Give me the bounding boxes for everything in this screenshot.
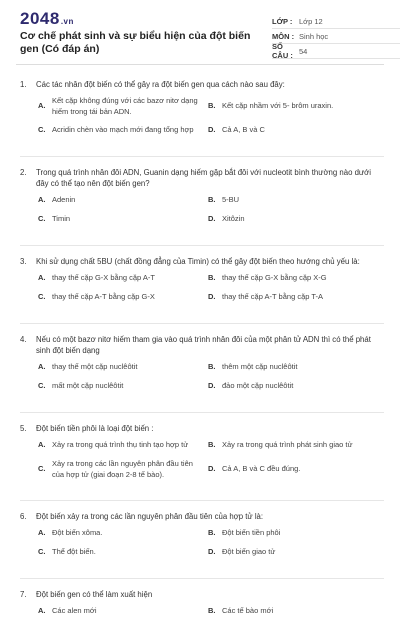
- option-text: Các alen mới: [52, 606, 97, 615]
- option-text: Đột biến tiền phôi: [222, 528, 281, 537]
- question-5: [20, 423, 384, 488]
- document-header: [16, 0, 384, 65]
- option-letter: A.: [38, 606, 46, 615]
- options: [38, 96, 384, 144]
- divider: [20, 323, 384, 324]
- option-letter: C.: [38, 214, 46, 223]
- question-text: Nếu có một bazơ nitơ hiếm tham gia vào quá trình nhân đôi của một phân tử ADN thì có thể phát sinh đột biến dạng: [36, 335, 371, 355]
- option-d[interactable]: [208, 547, 378, 558]
- option-letter: D.: [208, 464, 216, 474]
- meta-value: Lớp 12: [299, 16, 323, 26]
- option-text: Kết cặp không đúng với các bazơ nitơ dạng hiếm trong tái bản ADN.: [52, 96, 198, 116]
- option-letter: A.: [38, 195, 46, 204]
- option-a[interactable]: [38, 362, 208, 373]
- option-letter: B.: [208, 101, 216, 111]
- question-number: 7.: [20, 590, 27, 599]
- option-d[interactable]: [208, 125, 378, 136]
- option-text: thay thế cặp G-X bằng cặp A-T: [52, 273, 155, 282]
- option-letter: D.: [208, 125, 216, 134]
- question-6: [20, 511, 384, 566]
- question-list: [16, 65, 384, 625]
- option-text: Xảy ra trong quá trình thụ tinh tạo hợp tử: [52, 440, 189, 449]
- meta-value: Sinh học: [299, 31, 329, 41]
- option-text: Đột biến xôma.: [52, 528, 103, 537]
- options: [38, 362, 384, 400]
- question-7: [20, 589, 384, 625]
- options: [38, 528, 384, 566]
- option-c[interactable]: [38, 292, 208, 303]
- meta-value: 54: [299, 46, 308, 56]
- option-d[interactable]: [208, 214, 378, 225]
- option-b[interactable]: [208, 440, 378, 451]
- option-letter: C.: [38, 381, 46, 390]
- meta-table: [272, 14, 400, 59]
- option-letter: A.: [38, 362, 46, 371]
- option-text: Thể đột biến.: [52, 547, 96, 556]
- option-b[interactable]: [208, 606, 378, 617]
- question-number: 4.: [20, 335, 27, 344]
- option-text: Xảy ra trong quá trình phát sinh giao tử: [222, 440, 353, 449]
- divider: [20, 578, 384, 579]
- option-letter: B.: [208, 273, 216, 282]
- option-letter: A.: [38, 528, 46, 537]
- option-d[interactable]: [208, 459, 378, 480]
- meta-key: SỐ CÂU :: [272, 42, 293, 60]
- option-letter: A.: [38, 440, 46, 449]
- option-letter: B.: [208, 528, 216, 537]
- option-letter: D.: [208, 292, 216, 301]
- option-letter: B.: [208, 440, 216, 449]
- options: [38, 273, 384, 311]
- divider: [20, 156, 384, 157]
- option-a[interactable]: [38, 606, 208, 617]
- option-b[interactable]: [208, 362, 378, 373]
- option-text: thêm một cặp nuclêôtit: [222, 362, 298, 371]
- options: [38, 440, 384, 488]
- option-b[interactable]: [208, 195, 378, 206]
- option-a[interactable]: [38, 273, 208, 284]
- logo-suffix: .vn: [60, 17, 74, 26]
- option-a[interactable]: [38, 440, 208, 451]
- option-text: Timin: [52, 214, 71, 223]
- divider: [20, 245, 384, 246]
- option-d[interactable]: [208, 381, 378, 392]
- option-text: thay thế một cặp nuclêôtit: [52, 362, 138, 371]
- options: [38, 195, 384, 233]
- option-d[interactable]: [208, 292, 378, 303]
- question-number: 2.: [20, 168, 27, 177]
- question-number: 3.: [20, 257, 27, 266]
- option-letter: C.: [38, 292, 46, 301]
- option-c[interactable]: [38, 547, 208, 558]
- option-letter: A.: [38, 101, 46, 111]
- option-letter: B.: [208, 606, 216, 615]
- option-text: thay thế cặp G-X bằng cặp X-G: [222, 273, 327, 282]
- question-number: 6.: [20, 512, 27, 521]
- question-3: [20, 256, 384, 311]
- option-text: Cả A, B và C đều đúng.: [222, 464, 301, 474]
- option-text: Adenin: [52, 195, 76, 204]
- logo-text: 2048: [20, 9, 60, 28]
- meta-key: LỚP :: [272, 16, 293, 26]
- site-logo[interactable]: [20, 9, 74, 29]
- meta-row-count: [272, 44, 400, 59]
- option-text: Xảy ra trong các lần nguyên phân đầu tiên của hợp tử (giai đoạn 2-8 tế bào).: [52, 459, 193, 479]
- question-text: Các tác nhân đột biến có thể gây ra đột biến gen qua cách nào sau đây:: [36, 80, 285, 89]
- option-c[interactable]: [38, 214, 208, 225]
- option-letter: D.: [208, 214, 216, 223]
- option-text: thay thế cặp A-T bằng cặp T-A: [222, 292, 324, 301]
- option-letter: B.: [208, 362, 216, 371]
- option-letter: D.: [208, 547, 216, 556]
- option-letter: C.: [38, 547, 46, 556]
- option-c[interactable]: [38, 381, 208, 392]
- question-text: Đột biến xảy ra trong các lần nguyên phân đầu tiên của hợp tử là:: [36, 512, 264, 521]
- option-letter: D.: [208, 381, 216, 390]
- option-text: Đột biến giao tử: [222, 547, 276, 556]
- option-text: Cả A, B và C: [222, 125, 265, 134]
- option-text: Các tế bào mới: [222, 606, 274, 615]
- document-title: Cơ chế phát sinh và sự biểu hiện của đột biến gen (Có đáp án): [20, 30, 251, 55]
- option-text: Acridin chèn vào mạch mới đang tổng hợp: [52, 125, 194, 134]
- question-text: Đột biến tiền phôi là loại đột biến :: [36, 424, 154, 433]
- option-a[interactable]: [38, 528, 208, 539]
- meta-key: MÔN :: [272, 31, 295, 41]
- option-b[interactable]: [208, 96, 378, 117]
- option-text: đảo một cặp nuclêôtit: [222, 381, 294, 390]
- option-a[interactable]: [38, 195, 208, 206]
- question-number: 5.: [20, 424, 27, 433]
- option-letter: C.: [38, 464, 46, 474]
- question-number: 1.: [20, 80, 27, 89]
- question-2: [20, 167, 384, 233]
- option-text: Kết cặp nhầm với 5- brôm uraxin.: [222, 101, 334, 111]
- divider: [20, 412, 384, 413]
- option-text: Xitôzin: [222, 214, 245, 223]
- option-letter: C.: [38, 125, 46, 134]
- option-c[interactable]: [38, 125, 208, 136]
- question-text: Trong quá trình nhân đôi ADN, Guanin dạng hiếm gặp bắt đôi với nucleotit bình thường nào dưới đây có thể tạo nên đột biến gen?: [36, 168, 371, 188]
- meta-row-grade: [272, 14, 400, 29]
- option-letter: B.: [208, 195, 216, 204]
- option-b[interactable]: [208, 273, 378, 284]
- options: [38, 606, 384, 625]
- option-a[interactable]: [38, 96, 208, 117]
- question-4: [20, 334, 384, 400]
- option-text: thay thế cặp A-T bằng cặp G-X: [52, 292, 155, 301]
- divider: [20, 500, 384, 501]
- question-text: Khi sử dụng chất 5BU (chất đồng đẳng của Timin) có thể gây đột biến theo hướng chủ yếu là:: [36, 257, 360, 266]
- option-letter: A.: [38, 273, 46, 282]
- option-c[interactable]: [38, 459, 208, 480]
- question-1: [20, 79, 384, 144]
- option-text: mất một cặp nuclêôtit: [52, 381, 124, 390]
- question-text: Đột biến gen có thể làm xuất hiện: [36, 590, 153, 599]
- option-text: 5-BU: [222, 195, 240, 204]
- option-b[interactable]: [208, 528, 378, 539]
